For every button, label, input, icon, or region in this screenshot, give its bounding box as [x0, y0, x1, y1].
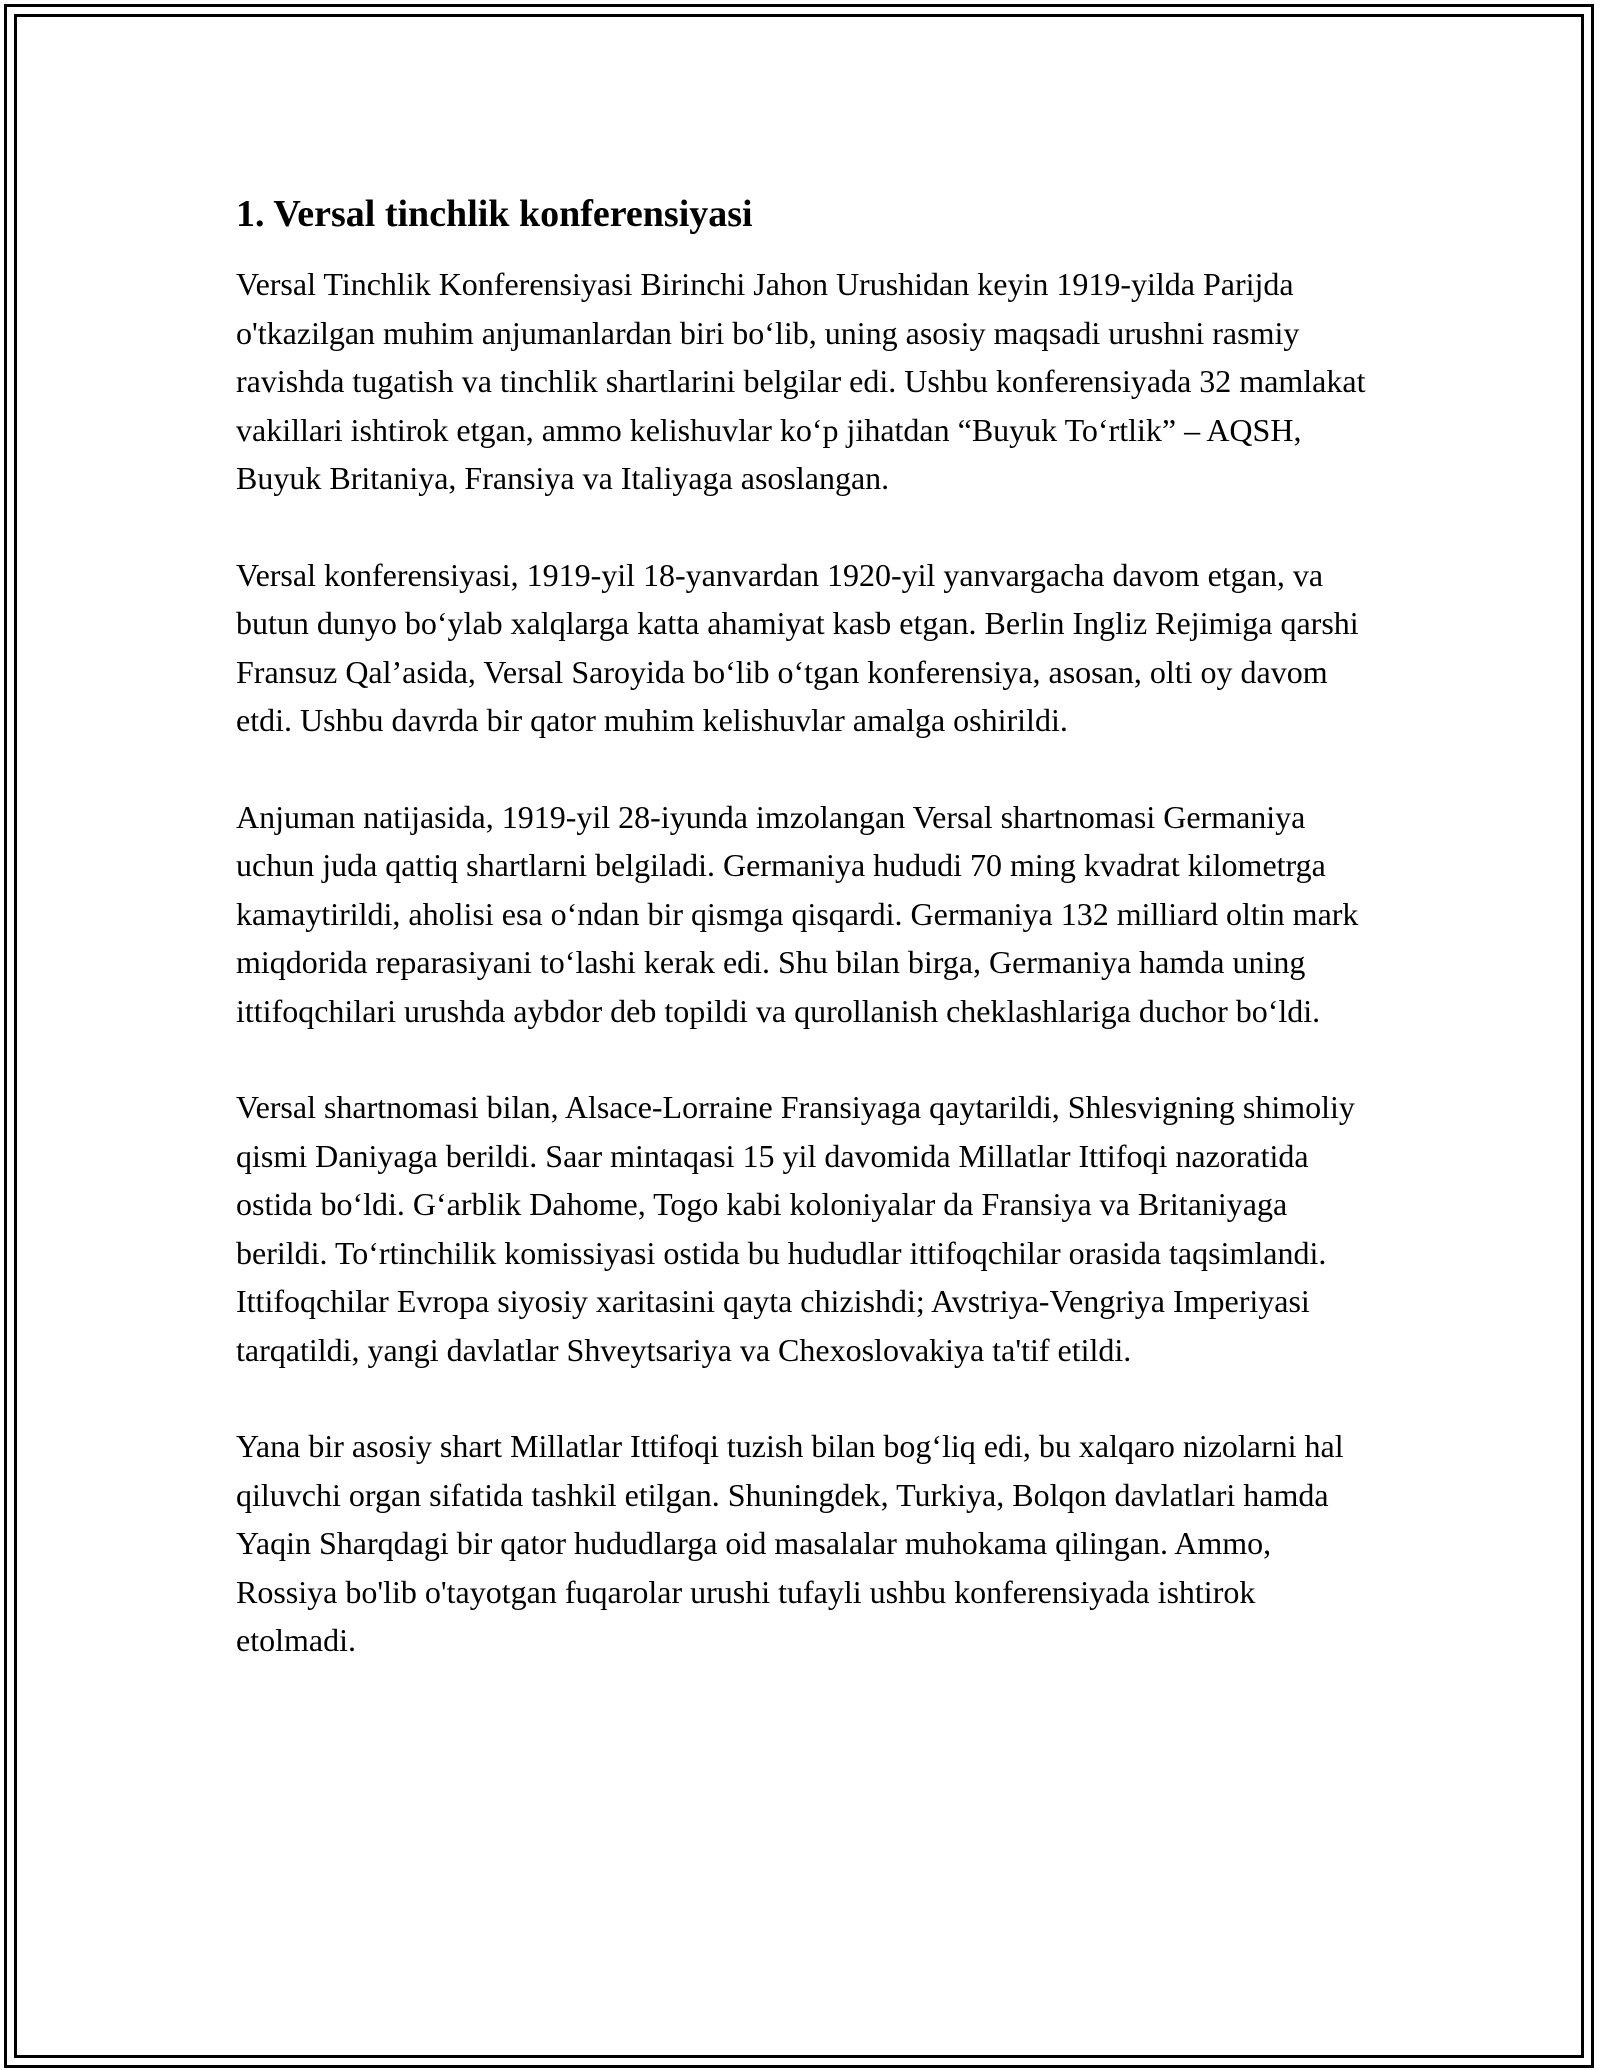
section-heading: 1. Versal tinchlik konferensiyasi — [236, 193, 753, 235]
paragraph-5: Yana bir asosiy shart Millatlar Ittifoqi tuzish bilan bog‘liq edi, bu xalqaro nizolarni hal qiluvchi organ sifatida tashkil etilgan. Shuningdek, Turkiya, Bolqon davlatlari hamda Yaqin Sharqdagi bir qator hududlarga oid masalalar muhokama qilingan. Ammo, Rossiya bo'lib o'tayotgan fuqarolar urushi tufayli ushbu konferensiyada ishtirok etolmadi. — [236, 1428, 1344, 1658]
paragraph-2: Versal konferensiyasi, 1919-yil 18-yanvardan 1920-yil yanvargacha davom etgan, va butun dunyo bo‘ylab xalqlarga katta ahamiyat kasb etgan. Berlin Ingliz Rejimiga qarshi Fransuz Qal’asida, Versal Saroyida bo‘lib o‘tgan konferensiya, asosan, olti oy davom etdi. Ushbu davrda bir qator muhim kelishuvlar amalga oshirildi. — [236, 556, 1359, 738]
document-body — [236, 186, 1371, 1713]
paragraph-4: Versal shartnomasi bilan, Alsace-Lorraine Fransiyaga qaytarildi, Shlesvigning shimoliy qismi Daniyaga berildi. Saar mintaqasi 15 yil davomida Millatlar Ittifoqi nazoratida ostida bo‘ldi. G‘arblik Dahome, Togo kabi koloniyalar da Fransiya va Britaniyaga berildi. To‘rtinchilik komissiyasi ostida bu hududlar ittifoqchilar orasida taqsimlandi. Ittifoqchilar Evropa siyosiy xaritasini qayta chizishdi; Avstriya-Vengriya Imperiyasi tarqatildi, yangi davlatlar Shveytsariya va Chexoslovakiya ta'tif etildi. — [236, 1089, 1355, 1368]
paragraph-1: Versal Tinchlik Konferensiyasi Birinchi Jahon Urushidan keyin 1919-yilda Parijda o'tkazilgan muhim anjumanlardan biri bo‘lib, uning asosiy maqsadi urushni rasmiy ravishda tugatish va tinchlik shartlarini belgilar edi. Ushbu konferensiyada 32 mamlakat vakillari ishtirok etgan, ammo kelishuvlar ko‘p jihatdan “Buyuk To‘rtlik” – AQSH, Buyuk Britaniya, Fransiya va Italiyaga asoslangan. — [236, 266, 1366, 496]
paragraph-3: Anjuman natijasida, 1919-yil 28-iyunda imzolangan Versal shartnomasi Germaniya uchun juda qattiq shartlarni belgiladi. Germaniya hududi 70 ming kvadrat kilometrga kamaytirildi, aholisi esa o‘ndan bir qismga qisqardi. Germaniya 132 milliard oltin mark miqdorida reparasiyani to‘lashi kerak edi. Shu bilan birga, Germaniya hamda uning ittifoqchilari urushda aybdor deb topildi va qurollanish cheklashlariga duchor bo‘ldi. — [236, 798, 1359, 1029]
